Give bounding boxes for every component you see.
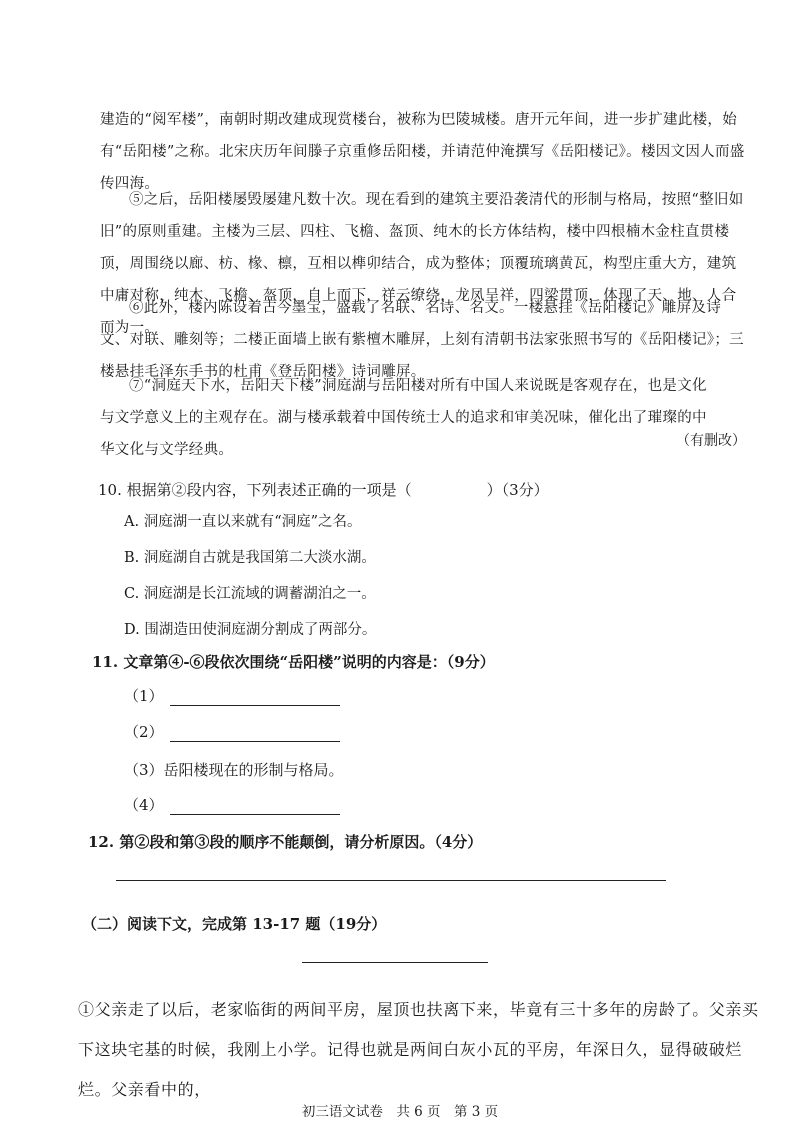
item-number: （2） — [124, 723, 164, 741]
question-10-option-c: C. 洞庭湖是长江流域的调蓄湖泊之一。 — [124, 586, 376, 602]
passage-paragraph-top: 建造的“阅军楼”，南朝时期改建成现赏楼台，被称为巴陵城楼。唐开元年间，进一步扩建此楼，始有“岳阳楼”之称。北宋庆历年间滕子京重修岳阳楼，并请范仲淹撰写《岳阳楼记》。楼因文因人而盛传四海。 — [100, 112, 745, 192]
passage-paragraph-6: ⑥此外，楼内陈设着古今墨宝，盛载了名联、名诗、名文。一楼悬挂《岳阳楼记》雕屏及诗文、对联、雕刻等；二楼正面墙上嵌有紫檀木雕屏，上刻有清朝书法家张照书写的《岳阳楼记》；三楼悬挂毛泽东手书的杜甫《登岳阳楼》诗词雕屏。 — [100, 300, 744, 380]
answer-blank-2[interactable] — [170, 725, 340, 742]
answer-blank-1[interactable] — [170, 689, 340, 706]
item-number: （4） — [124, 796, 164, 814]
question-10-option-a: A. 洞庭湖一直以来就有“洞庭”之名。 — [124, 514, 362, 530]
question-10-option-d: D. 围湖造田使洞庭湖分割成了两部分。 — [124, 622, 377, 638]
question-12-answer-line[interactable] — [116, 880, 666, 881]
answer-blank-4[interactable] — [170, 798, 340, 815]
question-10-stem: 10. 根据第②段内容，下列表述正确的一项是（ ）（3分） — [98, 481, 549, 499]
question-11-item-1 — [124, 686, 340, 706]
question-11-item-3 — [124, 760, 344, 780]
item-number: （1） — [124, 687, 164, 705]
item-text: （3）岳阳楼现在的形制与格局。 — [124, 761, 344, 779]
passage-paragraph-5: ⑤之后，岳阳楼屡毁屡建凡数十次。现在看到的建筑主要沿袭清代的形制与格局，按照“整旧如旧”的原则重建。主楼为三层、四柱、飞檐、盔顶、纯木的长方体结构，楼中四根楠木金柱直贯楼顶，周围绕以廊、枋、椽、檩，互相以榫卯结合，成为整体；顶覆琉璃黄瓦，构型庄重大方，建筑中庸对称，纯木、飞檐、盔顶，自上而下，祥云缭绕，龙凤呈祥，四梁贯顶，体现了天、地、人合而为一。 — [100, 192, 744, 336]
question-11-item-2 — [124, 722, 340, 742]
edited-note: （有删改） — [676, 433, 746, 449]
title-blank-line — [302, 962, 488, 963]
question-12-stem: 12. 第②段和第③段的顺序不能颠倒，请分析原因。（4分） — [88, 833, 483, 851]
question-10-option-b: B. 洞庭湖自古就是我国第二大淡水湖。 — [124, 550, 376, 566]
section-2-heading: （二）阅读下文，完成第 13-17 题（19分） — [82, 915, 387, 933]
page-footer: 初三语文试卷 共 6 页 第 3 页 — [301, 1104, 499, 1120]
question-11-item-4 — [124, 795, 340, 815]
section-2-paragraph-1: ①父亲走了以后，老家临街的两间平房，屋顶也扶离下来，毕竟有三十多年的房龄了。父亲买下这块宅基的时候，我刚上小学。记得也就是两间白灰小瓦的平房，年深日久，显得破破烂烂。父亲看中的， — [78, 1000, 759, 1099]
question-11-stem: 11. 文章第④-⑥段依次围绕“岳阳楼”说明的内容是：（9分） — [92, 653, 495, 671]
passage-paragraph-7: ⑦“洞庭天下水，岳阳天下楼”洞庭湖与岳阳楼对所有中国人来说既是客观存在，也是文化与文学意义上的主观存在。湖与楼承载着中国传统士人的追求和审美况味，催化出了璀璨的中华文化与文学经典。 — [100, 378, 707, 458]
